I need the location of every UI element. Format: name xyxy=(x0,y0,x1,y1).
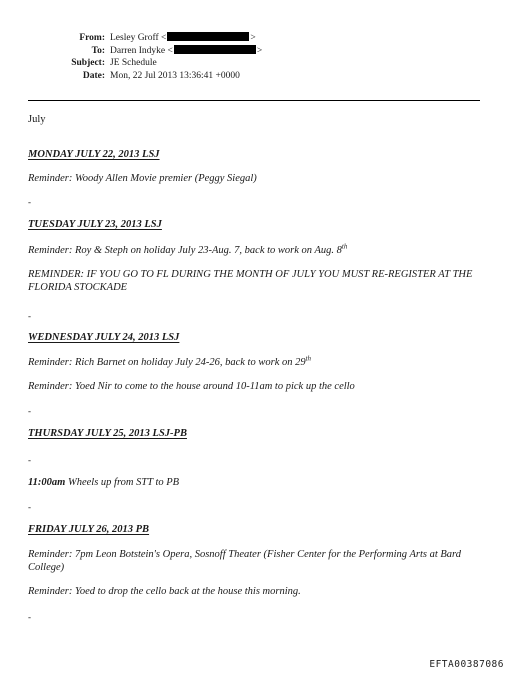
redaction-box xyxy=(167,32,249,41)
to-value: Darren Indyke < xyxy=(110,45,173,56)
day-heading-thursday: THURSDAY JULY 25, 2013 LSJ-PB xyxy=(28,428,187,439)
separator-dash: - xyxy=(28,311,31,321)
time-label: 11:00am xyxy=(28,477,66,488)
date-label: Date: xyxy=(82,70,105,81)
day-heading-friday: FRIDAY JULY 26, 2013 PB xyxy=(28,524,150,535)
header-divider xyxy=(28,100,480,101)
separator-dash: - xyxy=(28,455,31,465)
separator-dash: - xyxy=(28,197,31,207)
date-value: Mon, 22 Jul 2013 13:36:41 +0000 xyxy=(110,70,240,81)
item-wheels-up-text: Wheels up from STT to PB xyxy=(65,477,180,488)
from-label: From: xyxy=(79,33,105,43)
subject-label: Subject: xyxy=(71,58,105,68)
day-heading-tuesday: TUESDAY JULY 23, 2013 LSJ xyxy=(28,219,162,230)
separator-dash: - xyxy=(28,502,31,512)
separator-dash: - xyxy=(28,406,31,416)
redaction-box xyxy=(174,45,256,54)
item-wheels-up xyxy=(28,477,179,488)
reminder-roy-steph xyxy=(28,242,348,256)
document-id: EFTA00387086 xyxy=(429,659,504,670)
to-row xyxy=(30,45,262,58)
subject-row xyxy=(30,57,262,70)
month-label: July xyxy=(28,114,46,125)
subject-value: JE Schedule xyxy=(110,58,157,68)
reminder-yoed-dropoff: Reminder: Yoed to drop the cello back at the house this morning. xyxy=(28,586,301,597)
from-end: > xyxy=(250,33,256,43)
ordinal-suffix: th xyxy=(341,242,348,251)
to-end: > xyxy=(256,45,263,56)
reminder-leon-botstein: Reminder: 7pm Leon Botstein's Opera, Sosnoff Theater (Fisher Center for the Performing Arts at Bard College) xyxy=(28,549,462,573)
from-value: Lesley Groff < xyxy=(110,33,167,43)
separator-dash: - xyxy=(28,612,31,622)
reminder-florida-stockade: REMINDER: IF YOU GO TO FL DURING THE MONTH OF JULY YOU MUST RE-REGISTER AT THE FLORIDA STOCKADE xyxy=(28,269,473,293)
email-header xyxy=(30,32,262,82)
reminder-yoed-pickup: Reminder: Yoed Nir to come to the house around 10-11am to pick up the cello xyxy=(28,381,355,392)
reminder-rich-barnet xyxy=(28,354,312,368)
ordinal-suffix: th xyxy=(305,354,312,363)
reminder-woody-allen: Reminder: Woody Allen Movie premier (Peggy Siegal) xyxy=(28,173,257,184)
day-heading-monday: MONDAY JULY 22, 2013 LSJ xyxy=(28,149,160,160)
date-row xyxy=(30,70,262,83)
from-row xyxy=(30,32,262,45)
reminder-roy-steph-text: Reminder: Roy & Steph on holiday July 23-Aug. 7, back to work on Aug. 8 xyxy=(28,245,342,256)
day-heading-wednesday: WEDNESDAY JULY 24, 2013 LSJ xyxy=(28,332,180,343)
to-label: To: xyxy=(91,45,105,56)
reminder-rich-barnet-text: Reminder: Rich Barnet on holiday July 24-26, back to work on 29 xyxy=(28,357,306,368)
